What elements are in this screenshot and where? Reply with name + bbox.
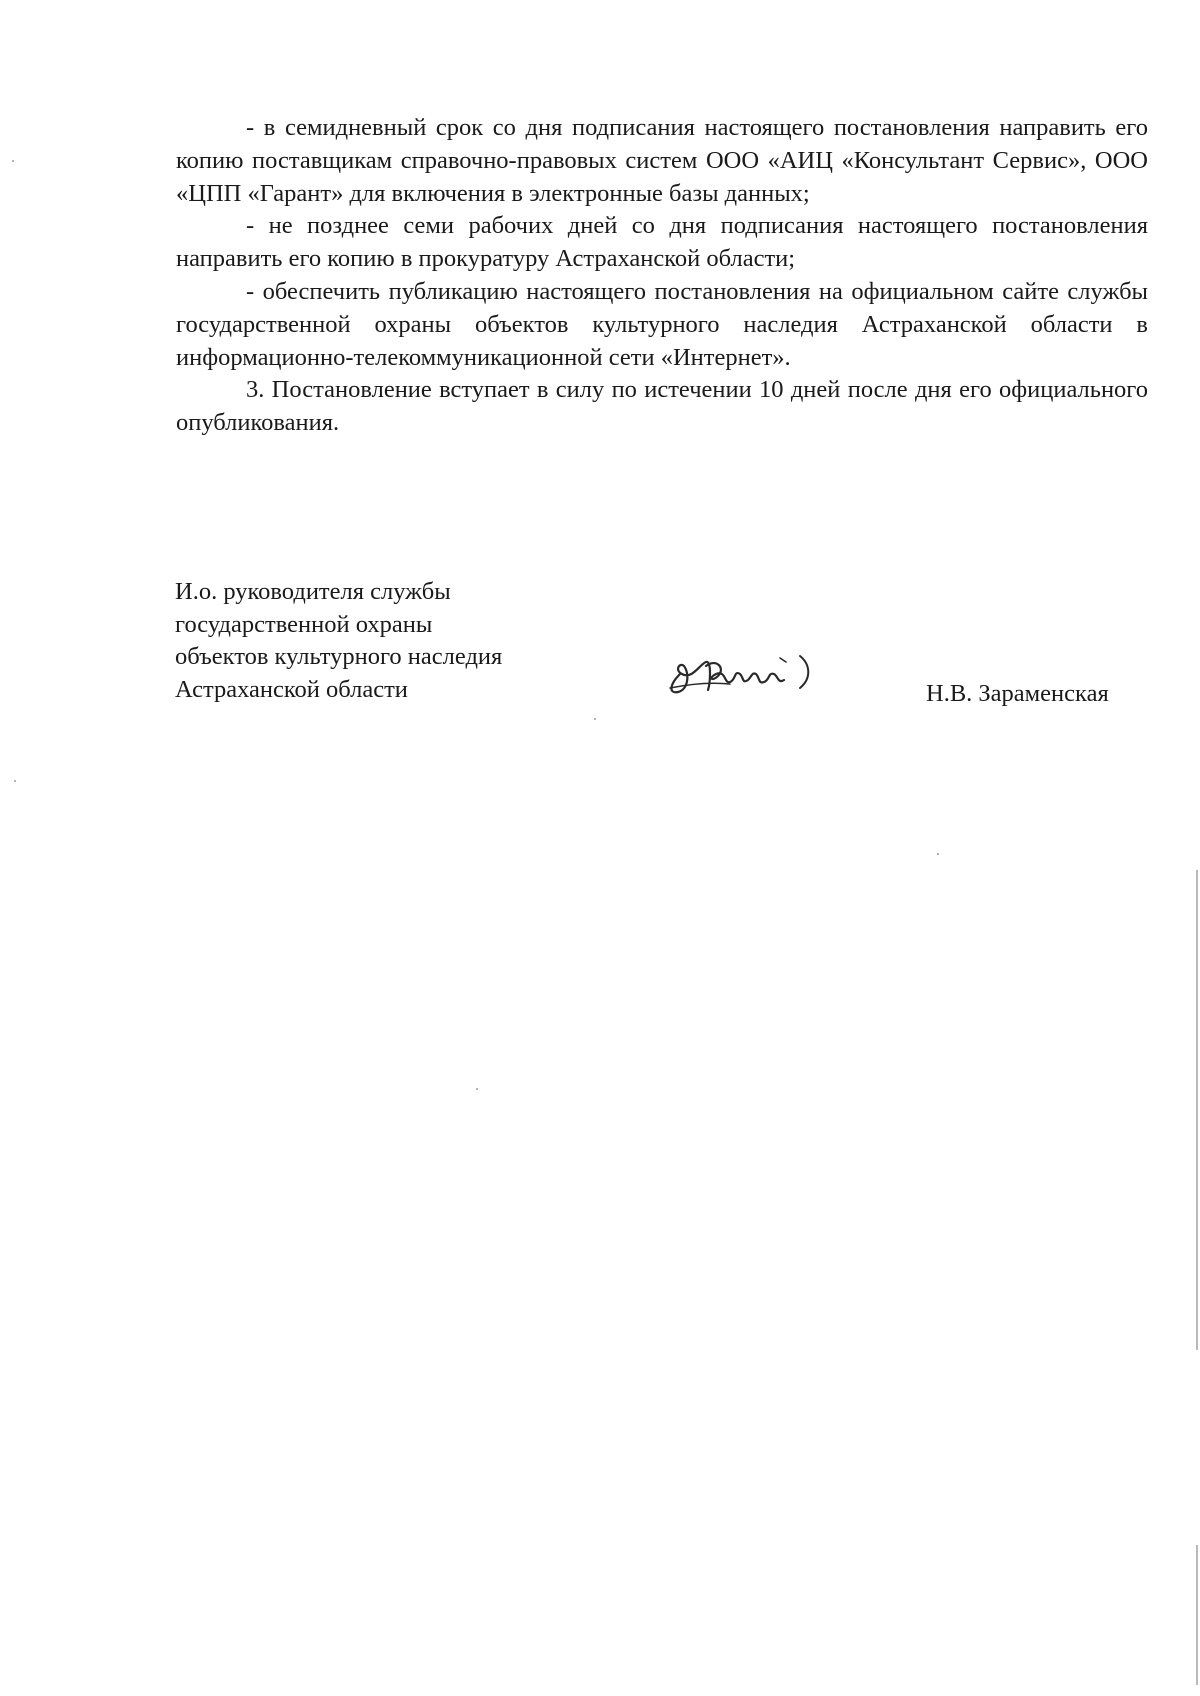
scan-speck (476, 1088, 478, 1090)
position-line: Астраханской области (175, 675, 408, 703)
paragraph-send-to-legal-systems: - в семидневный срок со дня подписания настоящего постановления направить его копию поставщикам справочно-правовых систем ООО «АИЦ «Консультант Сервис», ООО «ЦПП «Гарант» для включения в электронные базы данных; (176, 114, 1148, 207)
position-line: государственной охраны (175, 610, 433, 638)
scan-edge-mark (1196, 870, 1198, 1350)
document-body (176, 112, 1148, 440)
scan-speck (12, 160, 14, 162)
position-line: И.о. руководителя службы (175, 578, 451, 605)
scan-edge-mark (1196, 1545, 1198, 1685)
paragraph-send-to-prosecutor: - не позднее семи рабочих дней со дня подписания настоящего постановления направить его копию в прокуратуру Астраханской области; (176, 212, 1148, 273)
paragraph-publish-online: - обеспечить публикацию настоящего постановления на официальном сайте службы государственной охраны объектов культурного наследия Астраханской области в информационно-телекоммуникационной сети «Интернет». (176, 277, 1148, 371)
signatory-position (175, 576, 502, 706)
handwritten-signature (660, 644, 820, 704)
scan-speck (594, 718, 596, 720)
signer-name: Н.В. Зараменская (926, 680, 1109, 707)
paragraph-effective-date: 3. Постановление вступает в силу по истечении 10 дней после дня его официального опубликования. (176, 376, 1148, 437)
scan-speck (14, 780, 16, 782)
position-line: объектов культурного наследия (175, 643, 503, 670)
scan-speck (937, 853, 939, 855)
